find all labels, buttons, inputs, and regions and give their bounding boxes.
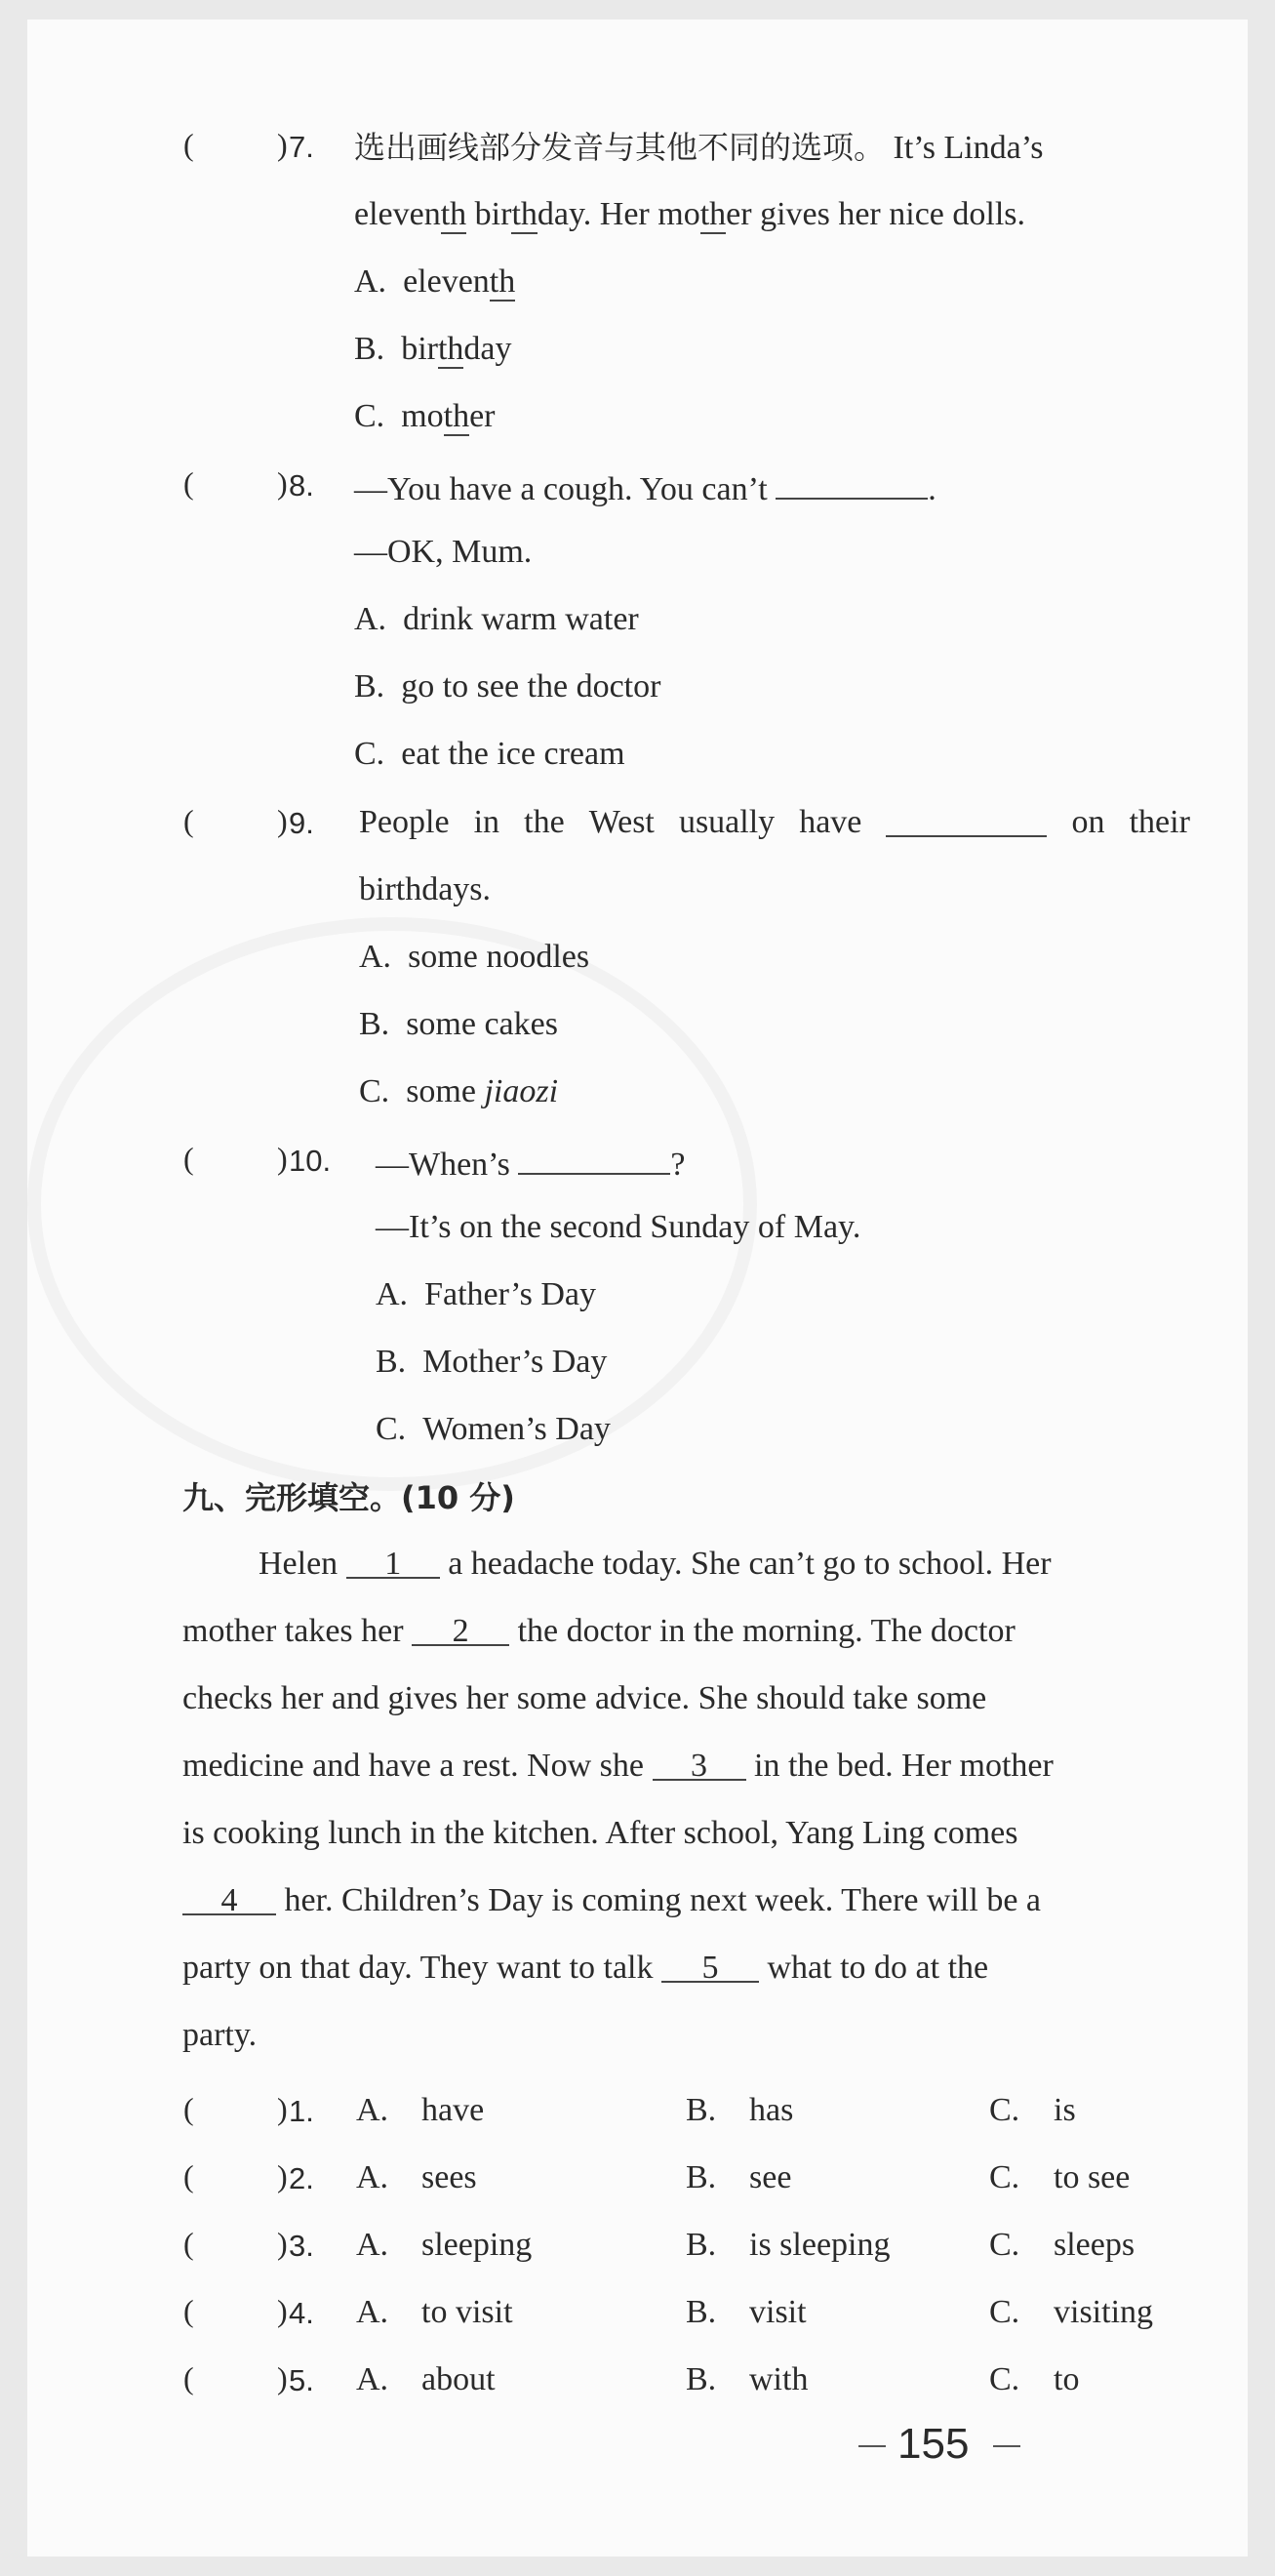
stem-word: People [359,804,450,840]
option-letter: C. [989,2361,1020,2397]
passage-text: Helen [259,1546,339,1582]
question-stem [354,125,1043,171]
question-number: 1. [289,2094,314,2128]
option-a: about [421,2361,496,2397]
option-c [354,732,625,777]
option-c: sleeps [1054,2227,1136,2263]
option-text: some noodles [408,939,590,975]
option-c: to [1054,2361,1080,2397]
passage-text: a headache today. She can’t go to school. Her [448,1546,1052,1582]
option-b [359,1002,558,1047]
text: er gives her nice dolls. [726,196,1026,232]
option-letter: A. [359,939,392,975]
option-b: see [749,2159,792,2195]
option-text: day [463,331,512,367]
question-stem [376,1138,685,1187]
passage-text: in the bed. Her mother [754,1748,1054,1784]
question-number: 4. [289,2296,314,2330]
option-text: er [469,398,496,434]
answer-paren-open: ( [183,2158,194,2194]
underlined-text: th [440,196,467,232]
option-text: go to see the doctor [401,668,661,704]
stem-word: usually [678,804,776,840]
option-letter: B. [686,2092,717,2128]
answer-paren-open: ( [183,2293,194,2328]
option-text: some cakes [406,1006,558,1042]
option-text: eat the ice cream [401,736,625,772]
underlined-text: th [511,196,538,232]
option-b [354,664,660,709]
stem-english: It’s Linda’s [893,130,1044,166]
passage-blank-1[interactable]: 1 [346,1542,440,1579]
option-b: is sleeping [749,2227,891,2263]
page-number: 155 [897,2420,970,2468]
text: eleven [354,196,441,232]
option-letter: C. [989,2092,1020,2128]
option-letter: B. [686,2361,717,2397]
answer-paren-close: ) [277,2158,288,2194]
answer-paren-close: ) [277,2360,288,2395]
option-c: is [1054,2092,1076,2128]
text: bir [466,196,512,232]
option-letter: A. [356,2092,389,2128]
answer-paren-open: ( [183,803,194,838]
answer-paren-close: ) [277,2293,288,2328]
passage-line: party. [182,2017,258,2053]
option-text-italic: jiaozi [484,1073,559,1109]
option-a [354,597,639,642]
stem-text: —You have a cough. You can’t [354,471,768,507]
option-letter: C. [989,2159,1020,2195]
option-text: Mother’s Day [422,1344,608,1380]
option-letter: C. [359,1073,390,1109]
answer-paren-open: ( [183,2360,194,2395]
option-text: Women’s Day [422,1411,611,1447]
passage-text: what to do at the [767,1950,989,1986]
question-number: 9. [289,806,314,840]
text: day. Her mo [537,196,700,232]
passage-blank-3[interactable]: 3 [653,1744,746,1781]
option-letter: B. [686,2294,717,2330]
answer-blank[interactable] [776,463,928,500]
option-a: sees [421,2159,477,2195]
stem-word: the [524,804,565,840]
option-letter: C. [354,398,385,434]
option-a [354,260,515,304]
underlined-text: th [699,196,727,232]
option-letter: B. [686,2227,717,2263]
passage-line [182,1609,1016,1654]
question-number: 3. [289,2229,314,2263]
passage-blank-2[interactable]: 2 [412,1609,509,1646]
underlined-text: th [437,331,464,367]
stem-text: . [928,471,936,507]
option-letter: A. [354,601,387,637]
answer-paren-open: ( [183,2226,194,2261]
option-a [376,1272,596,1317]
option-letter: A. [354,263,387,300]
stem-text: ? [670,1147,686,1183]
page-dash-left [858,2445,886,2447]
option-text: mo [401,398,444,434]
answer-blank[interactable] [886,800,1047,837]
option-text: drink warm water [403,601,639,637]
passage-text: mother takes her [182,1613,404,1649]
option-c [359,1069,558,1114]
option-c: to see [1054,2159,1131,2195]
dialogue-line: —OK, Mum. [354,534,533,570]
passage-line: is cooking lunch in the kitchen. After school, Yang Ling comes [182,1815,1018,1851]
option-letter: C. [989,2294,1020,2330]
underlined-text: th [443,398,470,434]
page-dash-right [993,2445,1020,2447]
option-b: has [749,2092,794,2128]
passage-line [182,1878,1041,1923]
answer-paren-open: ( [183,2091,194,2126]
option-text: eleven [403,263,490,300]
answer-paren-open: ( [183,127,194,162]
option-text: Father’s Day [424,1276,597,1312]
passage-blank-4[interactable]: 4 [182,1878,276,1915]
option-c [376,1407,611,1452]
answer-paren-close: ) [277,465,288,501]
option-letter: C. [989,2227,1020,2263]
question-number: 10. [289,1144,332,1178]
passage-line [182,1744,1054,1789]
stem-chinese: 选出画线部分发音与其他不同的选项。 [354,129,886,166]
question-number: 8. [289,468,314,503]
passage-line [182,1946,988,1991]
answer-paren-open: ( [183,465,194,501]
stem-word: West [588,804,655,840]
option-a: to visit [421,2294,513,2330]
passage-blank-5[interactable]: 5 [661,1946,759,1983]
answer-paren-close: ) [277,2091,288,2126]
option-c: visiting [1054,2294,1154,2330]
question-number: 2. [289,2161,314,2195]
answer-paren-close: ) [277,2226,288,2261]
option-letter: A. [356,2227,389,2263]
option-letter: B. [359,1006,390,1042]
passage-text: the doctor in the morning. The doctor [517,1613,1016,1649]
question-sentence [354,192,1025,237]
answer-paren-close: ) [277,803,288,838]
option-text: bir [401,331,438,367]
answer-paren-close: ) [277,1141,288,1176]
stem-word: in [473,804,500,840]
option-letter: C. [376,1411,407,1447]
option-letter: B. [354,331,385,367]
option-c [354,394,496,439]
option-letter: C. [354,736,385,772]
passage-text: medicine and have a rest. Now she [182,1748,644,1784]
passage-text: her. Children’s Day is coming next week. There will be a [284,1882,1042,1918]
option-a [359,935,589,980]
question-number: 5. [289,2363,314,2397]
passage-text: party on that day. They want to talk [182,1950,654,1986]
option-a: have [421,2092,485,2128]
answer-paren-open: ( [183,1141,194,1176]
answer-paren-close: ) [277,127,288,162]
question-stem-cont: birthdays. [359,871,492,907]
option-letter: B. [354,668,385,704]
section-heading: 九、完形填空。(10 分) [182,1479,515,1516]
stem-word: have [799,804,862,840]
option-a: sleeping [421,2227,533,2263]
option-b: with [749,2361,809,2397]
question-stem [354,463,936,512]
stem-text: —When’s [376,1147,510,1183]
option-letter: B. [686,2159,717,2195]
option-letter: A. [356,2159,389,2195]
question-stem [359,800,1190,845]
passage-line: checks her and gives her some advice. She should take some [182,1680,987,1716]
underlined-text: th [489,263,516,300]
passage-line [259,1542,1052,1587]
option-letter: A. [376,1276,409,1312]
answer-blank[interactable] [518,1138,670,1175]
option-letter: B. [376,1344,407,1380]
option-b [376,1340,607,1385]
dialogue-line: —It’s on the second Sunday of May. [376,1209,861,1245]
question-number: 7. [289,130,314,164]
stem-word: their [1129,804,1190,840]
option-text: some [406,1073,485,1109]
stem-word: on [1071,804,1105,840]
option-letter: A. [356,2361,389,2397]
option-b: visit [749,2294,807,2330]
option-letter: A. [356,2294,389,2330]
option-b [354,327,512,372]
